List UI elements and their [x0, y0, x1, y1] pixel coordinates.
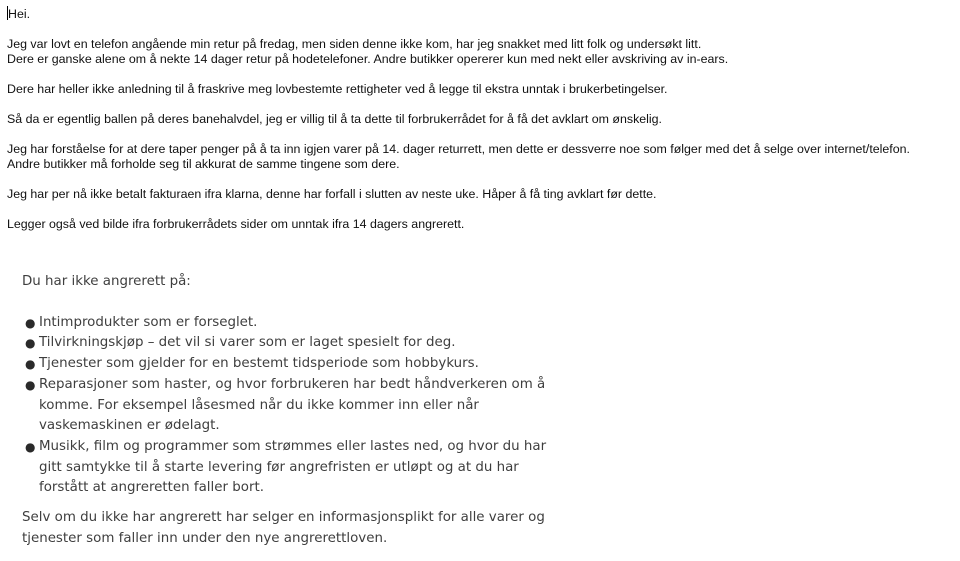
- email-line: Jeg har per nå ikke betalt fakturaen ifra klarna, denne har forfall i slutten av neste uke. Håper å få ting avklart før dette.: [7, 187, 657, 201]
- bullet-icon: ●: [25, 439, 36, 454]
- quote-outro: Selv om du ikke har angrerett har selger en informasjonsplikt for alle varer og tjenester som faller inn under den nye angrerettloven.: [22, 510, 545, 546]
- email-paragraph: [7, 217, 957, 232]
- bullet-icon: ●: [25, 336, 36, 351]
- email-line: Jeg har forståelse for at dere taper penger på å ta inn igjen varer på 14. dager returrett, men dette er dessverre noe som følger med det å selge over internet/telefon.: [7, 142, 910, 156]
- list-item: ● Intimprodukter som er forseglet.: [39, 313, 582, 334]
- email-paragraph: [7, 37, 957, 67]
- exceptions-list: [22, 313, 582, 499]
- list-item: ● Reparasjoner som haster, og hvor forbrukeren har bedt håndverkeren om å komme. For eksempel låsesmed når du ikke kommer inn eller når vaskemaskinen er ødelagt.: [25, 376, 546, 434]
- email-line: Andre butikker må forholde seg til akkurat de samme tingene som dere.: [7, 157, 400, 171]
- email-greeting: Hei.: [8, 7, 31, 21]
- bullet-icon: ●: [25, 357, 36, 372]
- list-item: ● Musikk, film og programmer som strømmes eller lastes ned, og hvor du har gitt samtykke til å starte levering før angrefristen er utløpt og at du har forstått at angreretten faller bort.: [25, 438, 547, 496]
- email-body[interactable]: [7, 6, 957, 247]
- email-line: Jeg var lovt en telefon angående min retur på fredag, men siden denne ikke kom, har jeg snakket med litt folk og undersøkt litt.: [7, 37, 702, 51]
- list-item: ● Tilvirkningskjøp – det vil si varer som er laget spesielt for deg.: [39, 333, 582, 354]
- email-paragraph: [7, 82, 957, 97]
- email-line: Dere har heller ikke anledning til å fraskrive meg lovbestemte rettigheter ved å legge til ekstra unntak i brukerbetingelser.: [7, 82, 668, 96]
- email-line: Dere er ganske alene om å nekte 14 dager retur på hodetelefoner. Andre butikker opererer kun med nekt eller avskriving av in-ears.: [7, 52, 729, 66]
- email-paragraph: [7, 187, 957, 202]
- email-paragraph: [7, 142, 957, 172]
- bullet-icon: ●: [25, 315, 36, 330]
- email-line: Legger også ved bilde ifra forbrukerrådets sider om unntak ifra 14 dagers angrerett.: [7, 217, 465, 231]
- bullet-icon: ●: [25, 377, 36, 392]
- attached-image-angrerett: [22, 272, 582, 549]
- quote-intro: Du har ikke angrerett på:: [22, 274, 191, 289]
- email-paragraph: [7, 112, 957, 127]
- email-line: Så da er egentlig ballen på deres banehalvdel, jeg er villig til å ta dette til forbrukerrådet for å få det avklart om ønskelig.: [7, 112, 663, 126]
- list-item: ● Tjenester som gjelder for en bestemt tidsperiode som hobbykurs.: [39, 354, 582, 375]
